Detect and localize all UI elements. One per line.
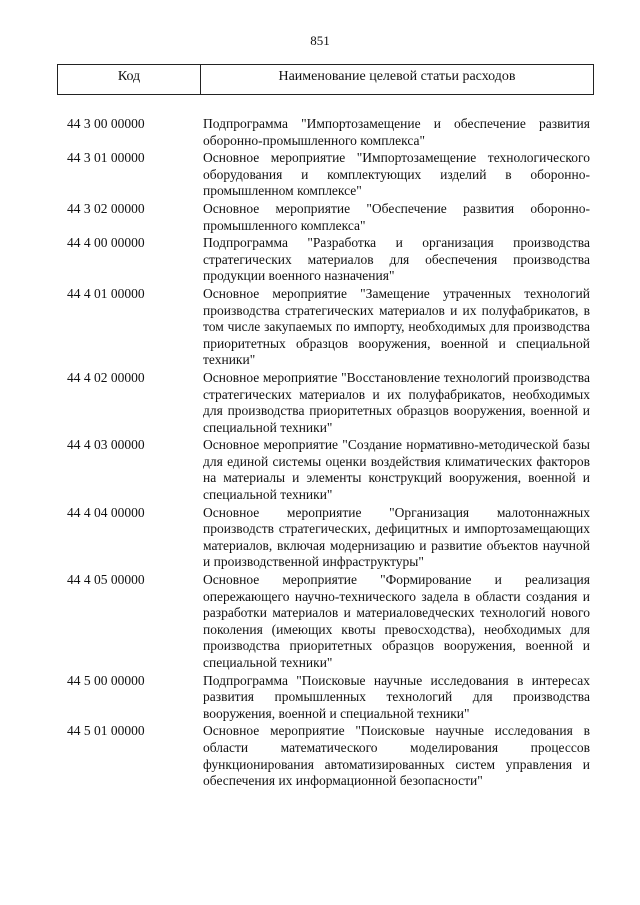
table-row [0, 286, 640, 369]
row-code: 44 3 02 00000 [67, 200, 145, 216]
row-code: 44 4 05 00000 [67, 572, 145, 588]
row-text: Подпрограмма "Поисковые научные исследования в интересах развития промышленных технологий для производства вооружения, военной и специальной техники" [203, 672, 590, 721]
table-header [57, 64, 594, 95]
row-code: 44 4 03 00000 [67, 437, 145, 453]
page-number: 851 [310, 33, 330, 48]
table-row [0, 505, 640, 571]
row-code: 44 3 01 00000 [67, 150, 145, 166]
table-row [0, 201, 640, 234]
row-code: 44 4 04 00000 [67, 504, 145, 520]
row-code: 44 4 01 00000 [67, 285, 145, 301]
row-text: Основное мероприятие "Восстановление технологий производства стратегических материалов и их полуфабрикатов, необходимых для производства приоритетных образцов вооружения, военной и специальной техники" [203, 369, 590, 435]
row-text: Основное мероприятие "Создание нормативно-методической базы для единой системы оценки воздействия климатических факторов на материалы и элементы конструкций вооружения, военной и специальной техники" [203, 437, 590, 503]
row-text: Основное мероприятие "Формирование и реализация опережающего научно-технического задела в области создания и разработки материалов и материаловедческих технологий нового поколения (имеющих квоты превосходства), необходимых для производства приоритетных образцов вооружения, военной и специальной техники" [203, 572, 590, 670]
row-code: 44 4 02 00000 [67, 369, 145, 385]
row-text: Основное мероприятие "Поисковые научные исследования в области математического моделирования процессов функционирования автоматизированных систем управления и обеспечения их информационной безопасности" [203, 723, 590, 789]
table-row [0, 723, 640, 789]
table-row [0, 572, 640, 672]
row-text: Основное мероприятие "Импортозамещение технологического оборудования и комплектующих изделий в оборонно-промышленном комплексе" [203, 150, 590, 199]
table-row [0, 437, 640, 503]
row-text: Основное мероприятие "Организация малотоннажных производств стратегических, дефицитных и импортозамещающих материалов, включая модернизацию и развитие объектов научной и производственной инфраструктуры" [203, 504, 590, 570]
row-code: 44 3 00 00000 [67, 116, 145, 131]
table-row [0, 150, 640, 200]
table-body [0, 116, 640, 790]
row-text: Подпрограмма "Импортозамещение и обеспечение развития оборонно-промышленного комплекса" [203, 116, 590, 148]
table-row [0, 116, 640, 149]
table-row [0, 673, 640, 723]
table-row [0, 370, 640, 436]
row-text: Основное мероприятие "Обеспечение развития оборонно-промышленного комплекса" [203, 200, 590, 233]
header-code-label: Код [58, 65, 201, 94]
table-row [0, 235, 640, 285]
row-code: 44 5 01 00000 [67, 723, 145, 739]
header-name-label: Наименование целевой статьи расходов [278, 69, 516, 84]
row-code: 44 4 00 00000 [67, 235, 145, 251]
row-code: 44 5 00 00000 [67, 672, 145, 688]
row-text: Подпрограмма "Разработка и организация производства стратегических материалов для обеспечения производства продукции военного назначения" [203, 235, 590, 284]
row-text: Основное мероприятие "Замещение утраченных технологий производства стратегических материалов и их полуфабрикатов, в том числе закупаемых по импорту, необходимых для производства приоритетных образцов вооружения, военной и специальной техники" [203, 285, 590, 368]
